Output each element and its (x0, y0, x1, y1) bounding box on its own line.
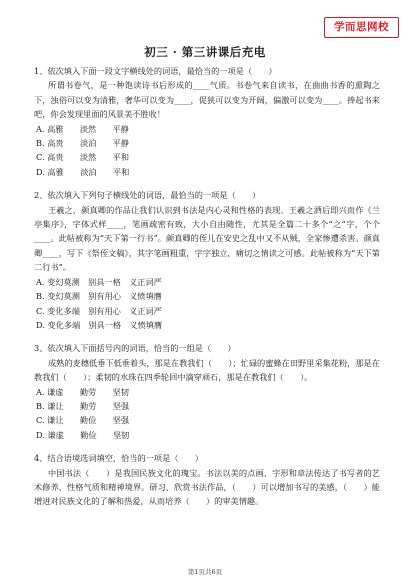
option-c: C. 谦让 勤俭 坚强 (36, 415, 130, 426)
question-4 (34, 451, 380, 509)
question-stem: 3、依次填入下面括号内的词语，恰当的一组是（ ） (34, 343, 236, 354)
question-passage: 成熟的麦穗低垂下低垂着头，那是在教我们（ ）；忙碌的蜜蜂在田野里采集花粉，那是在教我们（ ）；柔韧的水珠在四季轮回中滴穿顽石，那是在教我们（ ）。 (34, 357, 380, 383)
option-a: A. 高雅 淡然 平静 (36, 123, 129, 134)
option-b: B. 高贵 淡泊 平静 (36, 138, 130, 149)
option-d: D. 谦虚 勤俭 坚韧 (36, 429, 130, 440)
question-2 (34, 188, 380, 332)
option-b: B. 谦让 勤劳 坚强 (36, 400, 130, 411)
question-stem: 2、依次填入下列句子横线处的词语，最恰当的一项是（ ） (34, 190, 261, 201)
question-passage: 所谓书卷气，是一种饱读诗书后形成的____气质。书卷气来自读书，在曲曲书香的熏陶之下，浊俗可以变为清雅，奢华可以变为____，促狭可以变为开阔，偏激可以变为____。捧起书来吧，你会发现里面的风景美不胜收！ (34, 80, 380, 120)
option-c: C. 变化多端 别有用心 义正词严 (36, 305, 162, 316)
option-a: A. 变幻莫测 别具一格 义正词严 (36, 276, 162, 287)
question-1 (34, 64, 380, 179)
question-stem: 1、依次填入下面一段文字横线处的词语，最恰当的一项是（ ） (34, 66, 277, 76)
page-footer: 第1页共6页 (187, 568, 223, 576)
option-d: D. 变化多端 别具一格 义愤填膺 (36, 319, 163, 330)
option-d: D. 高雅 淡泊 平和 (36, 166, 130, 177)
exercise-content (34, 64, 380, 518)
question-passage: 王羲之，颜真卿的作品让我们认识到书法是内心灵和性格的表现。王羲之洒后即兴而作《兰亭集序》，字体式样____，笔画疏密有致，大小自由随性，尤其是全篇二十多个“之”字，个个____。此帖被称为“天下第一行书”。颜真卿的侄儿在安史之乱中又不从贼，全家惨遭杀害。颜真卿____，写下《祭侄文稿》，其字笔画粗重，字字独立，痛切之情读之可感。此帖被称为“天下第二行书”。 (34, 204, 380, 273)
page-title: 初三 · 第三讲课后充电 (144, 45, 266, 59)
brand-logo: 学而思网校 (324, 17, 399, 38)
option-c: C. 高贵 淡然 平和 (36, 152, 130, 163)
question-passage: 中国书法（ ）是我国民族文化的瑰宝。书法以美的点画、字形和章法传达了书写者的艺术修养、性格气质和精神境界。研习、欣赏书法作品，（ ）可以增加书写的美感，（ ）能增进对民族文化的了解和热爱，从而培养（ ）的审美情趣。 (34, 467, 380, 507)
question-stem: 4、结合语境选词填空，恰当的一项是（ ） (34, 453, 203, 464)
question-3 (34, 341, 380, 442)
option-b: B. 变幻莫测 别有用心 义愤填膺 (36, 291, 162, 302)
option-a: A. 谦虚 勤劳 坚韧 (36, 386, 129, 397)
